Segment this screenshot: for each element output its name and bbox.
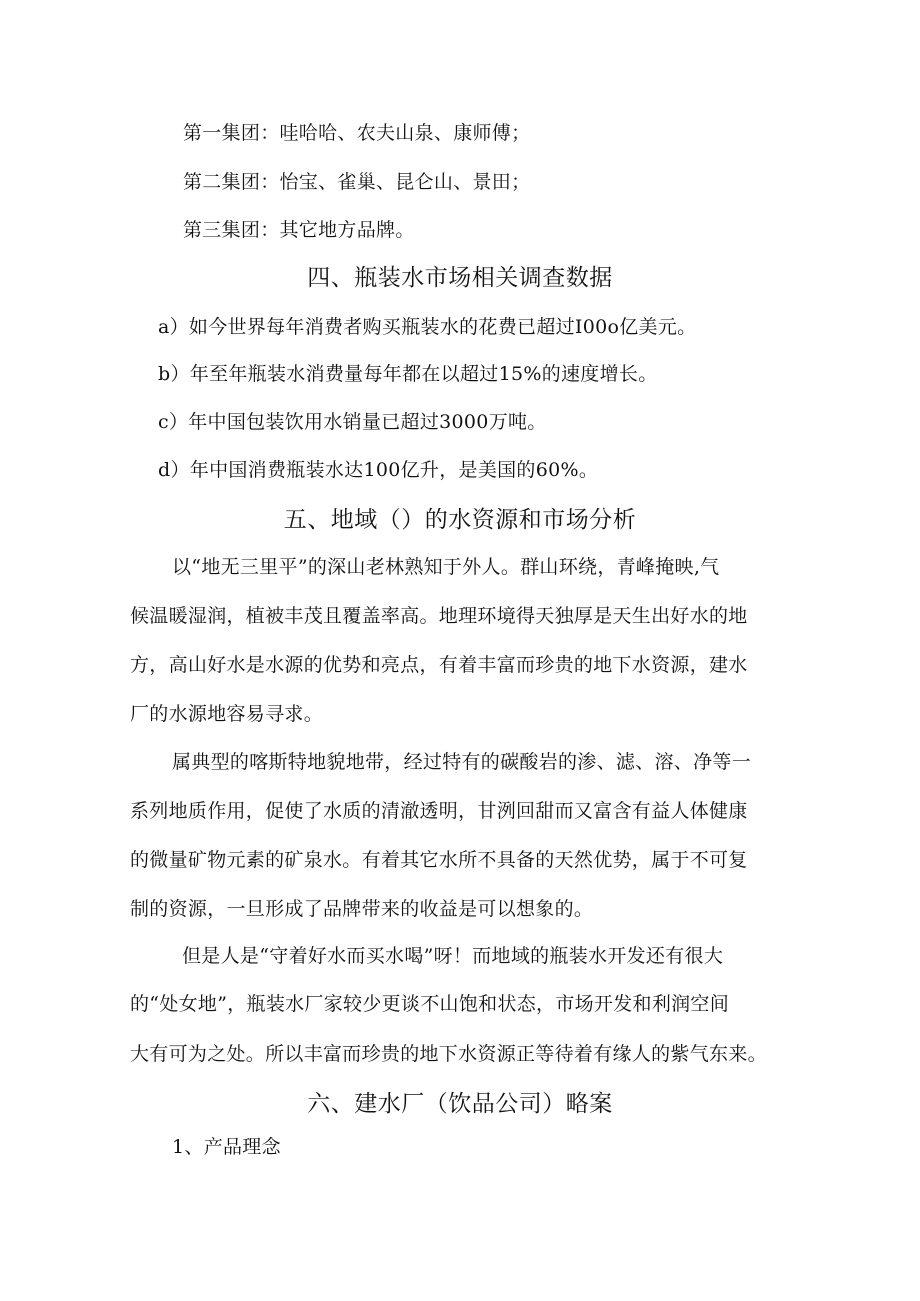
paragraph-2-line-1: 属典型的喀斯特地貌地带，经过特有的碳酸岩的渗、滤、溶、净等一	[172, 751, 752, 773]
paragraph-2-line-3: 的微量矿物元素的矿泉水。有着其它水所不具备的天然优势，属于不可复	[130, 849, 748, 871]
paragraph-1-line-4: 厂的水源地容易寻求。	[130, 703, 324, 725]
section-6-heading: 六、建水厂（饮品公司）略案	[307, 1091, 613, 1117]
paragraph-3-line-3: 大有可为之处。所以丰富而珍贵的地下水资源正等待着有缘人的紫气东来。	[130, 1043, 767, 1065]
paragraph-1-line-3: 方，高山好水是水源的优势和亮点，有着丰富而珍贵的地下水资源，建水	[130, 654, 748, 676]
section-6-item-1: 1、产品理念	[172, 1136, 281, 1158]
section-5-heading: 五、地域（）的水资源和市场分析	[283, 507, 637, 533]
group-line-1: 第一集团：哇哈哈、农夫山泉、康师傅；	[183, 122, 531, 144]
survey-item-b: b）年至年瓶装水消费量每年都在以超过15%的速度增长。	[158, 363, 658, 385]
paragraph-3-line-2: 的“处女地”，瓶装水厂家较少更谈不山饱和状态，市场开发和利润空间	[130, 993, 730, 1015]
group-line-2: 第二集团：怡宝、雀巢、昆仑山、景田；	[183, 171, 531, 193]
survey-item-d: d）年中国消费瓶装水达100亿升，是美国的60%。	[158, 459, 599, 481]
survey-item-a: a）如今世界每年消费者购买瓶装水的花费已超过I00o亿美元。	[158, 316, 697, 338]
paragraph-1-line-1: 以“地无三里平”的深山老林熟知于外人。群山环绕，青峰掩映,气	[172, 556, 720, 578]
survey-item-c: c）年中国包装饮用水销量已超过3000万吨。	[158, 411, 547, 433]
paragraph-1-line-2: 候温暖湿润，植被丰茂且覆盖率高。地理环境得天独厚是天生出好水的地	[130, 605, 748, 627]
group-line-3: 第三集团：其它地方品牌。	[183, 219, 415, 241]
paragraph-3-line-1: 但是人是“守着好水而买水喝”呀！而地域的瓶装水开发还有很大	[182, 945, 724, 967]
paragraph-2-line-2: 系列地质作用，促使了水质的清澈透明，甘洌回甜而又富含有益人体健康	[130, 800, 748, 822]
section-4-heading: 四、瓶装水市场相关调查数据	[307, 265, 613, 291]
paragraph-2-line-4: 制的资源，一旦形成了品牌带来的收益是可以想象的。	[130, 898, 594, 920]
